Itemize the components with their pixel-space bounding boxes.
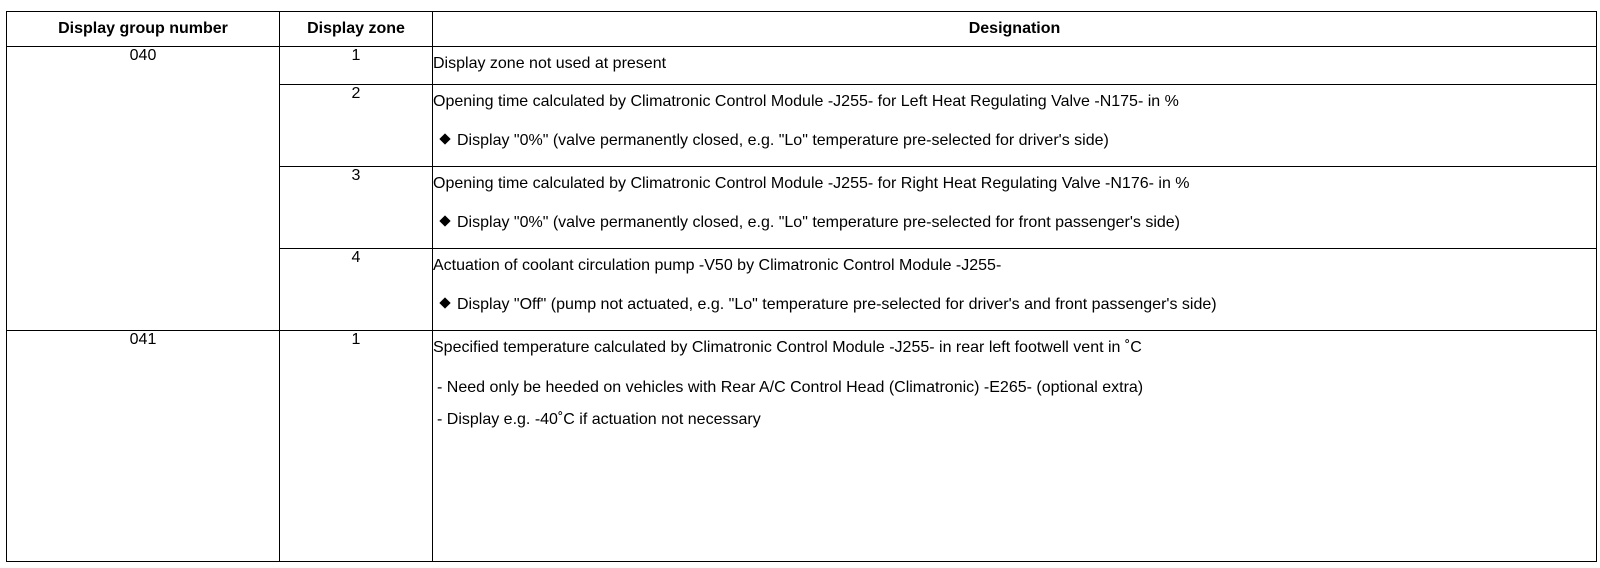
diamond-bullet-icon <box>439 297 450 308</box>
bullet-text: Display "Off" (pump not actuated, e.g. "Lo" temperature pre-selected for driver's and front passenger's side) <box>457 296 1217 313</box>
note-text: - Display e.g. -40˚C if actuation not necessary <box>437 411 761 428</box>
bullet-text: Display "0%" (valve permanently closed, e.g. "Lo" temperature pre-selected for driver's side) <box>457 132 1109 149</box>
table-row <box>7 47 1597 85</box>
designation-text: Specified temperature calculated by Climatronic Control Module -J255- in rear left footwell vent in ˚C <box>433 339 1142 356</box>
note-text: - Need only be heeded on vehicles with Rear A/C Control Head (Climatronic) -E265- (optional extra) <box>437 379 1144 396</box>
bullet-note <box>433 127 1596 155</box>
display-zone-table <box>6 11 1597 562</box>
zone-cell: 2 <box>280 85 433 167</box>
header-display-group-number: Display group number <box>7 12 280 47</box>
designation-text: Opening time calculated by Climatronic Control Module -J255- for Right Heat Regulating Valve -N176- in % <box>433 175 1190 192</box>
diamond-bullet-icon <box>439 133 450 144</box>
group-number-cell: 040 <box>7 47 280 331</box>
zone-cell: 3 <box>280 167 433 249</box>
header-display-zone: Display zone <box>280 12 433 47</box>
group-number-cell: 041 <box>7 331 280 562</box>
header-designation: Designation <box>433 12 1597 47</box>
diamond-bullet-icon <box>439 215 450 226</box>
designation-cell <box>433 47 1597 85</box>
zone-cell: 1 <box>280 47 433 85</box>
designation-cell <box>433 331 1597 562</box>
designation-text: Display zone not used at present <box>433 55 667 72</box>
header-row <box>7 12 1597 47</box>
designation-cell <box>433 85 1597 167</box>
zone-cell: 1 <box>280 331 433 562</box>
designation-cell <box>433 167 1597 249</box>
designation-text: Actuation of coolant circulation pump -V50 by Climatronic Control Module -J255- <box>433 257 1002 274</box>
table-row <box>7 331 1597 562</box>
bullet-note <box>433 209 1596 237</box>
designation-cell <box>433 249 1597 331</box>
bullet-text: Display "0%" (valve permanently closed, e.g. "Lo" temperature pre-selected for front passenger's side) <box>457 214 1181 231</box>
designation-text: Opening time calculated by Climatronic Control Module -J255- for Left Heat Regulating Valve -N175- in % <box>433 93 1179 110</box>
zone-cell: 4 <box>280 249 433 331</box>
bullet-note <box>433 291 1596 319</box>
